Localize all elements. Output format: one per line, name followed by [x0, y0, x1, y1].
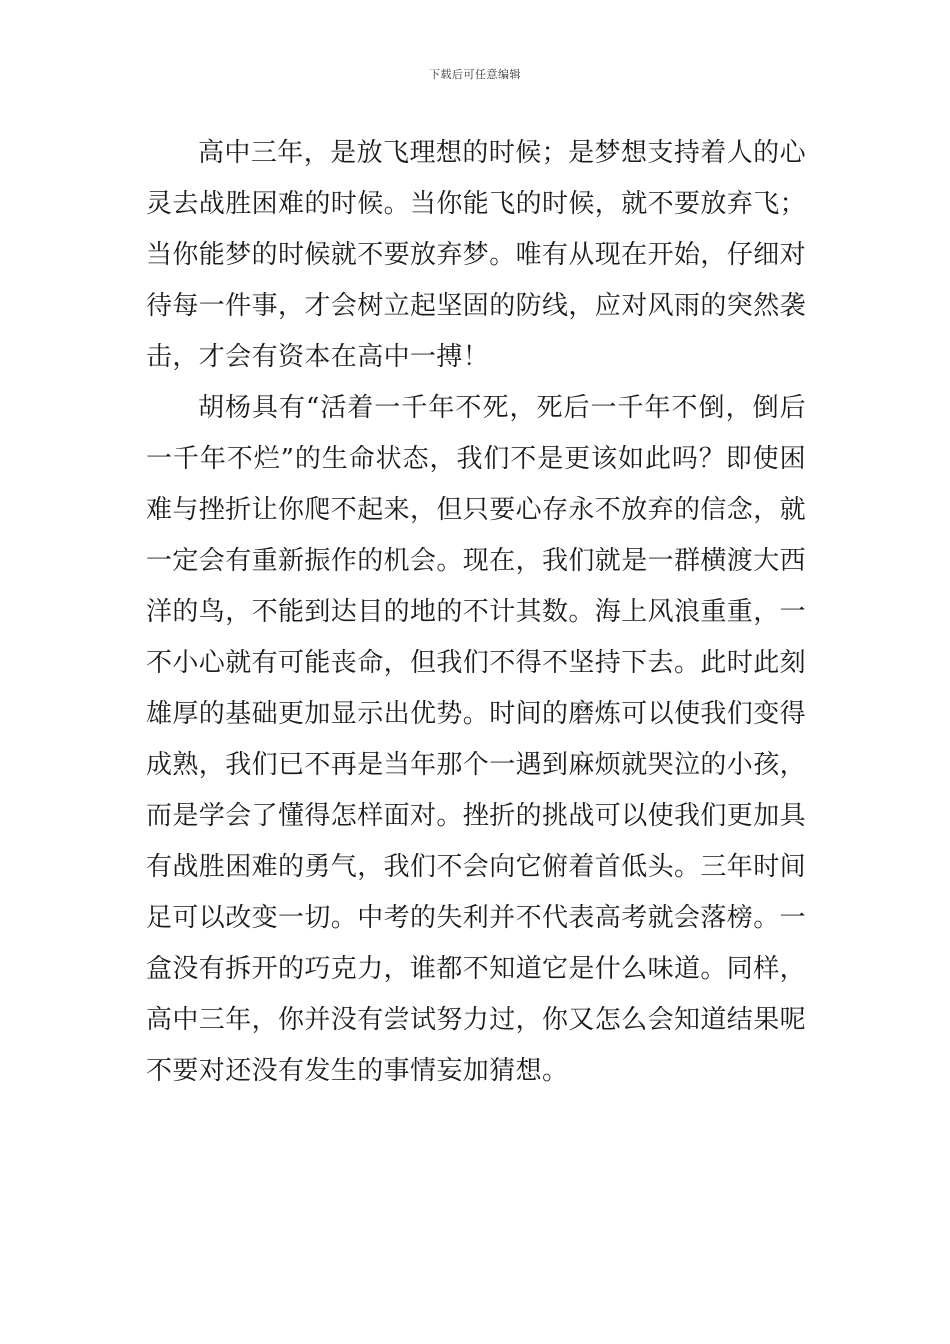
paragraph-1: 高中三年，是放飞理想的时候；是梦想支持着人的心灵去战胜困难的时候。当你能飞的时候，就不要放弃飞；当你能梦的时候就不要放弃梦。唯有从现在开始，仔细对待每一件事，才会树立起坚固的防线，应对风雨的突然袭击，才会有资本在高中一搏！	[146, 138, 807, 372]
paragraph-2: 胡杨具有“活着一千年不死，死后一千年不倒，倒后一千年不烂”的生命状态，我们不是更该如此吗？即使困难与挫折让你爬不起来，但只要心存永不放弃的信念，就一定会有重新振作的机会。现在，我们就是一群横渡大西洋的鸟，不能到达目的地的不计其数。海上风浪重重，一不小心就有可能丧命，但我们不得不坚持下去。此时此刻雄厚的基础更加显示出优势。时间的磨炼可以使我们变得成熟，我们已不再是当年那个一遇到麻烦就哭泣的小孩，而是学会了懂得怎样面对。挫折的挑战可以使我们更加具有战胜困难的勇气，我们不会向它俯着首低头。三年时间足可以改变一切。中考的失利并不代表高考就会落榜。一盒没有拆开的巧克力，谁都不知道它是什么味道。同样，高中三年，你并没有尝试努力过，你又怎么会知道结果呢不要对还没有发生的事情妄加猜想。	[146, 393, 807, 1086]
page-header: 下载后可任意编辑	[429, 68, 521, 81]
document-body	[146, 128, 806, 1097]
